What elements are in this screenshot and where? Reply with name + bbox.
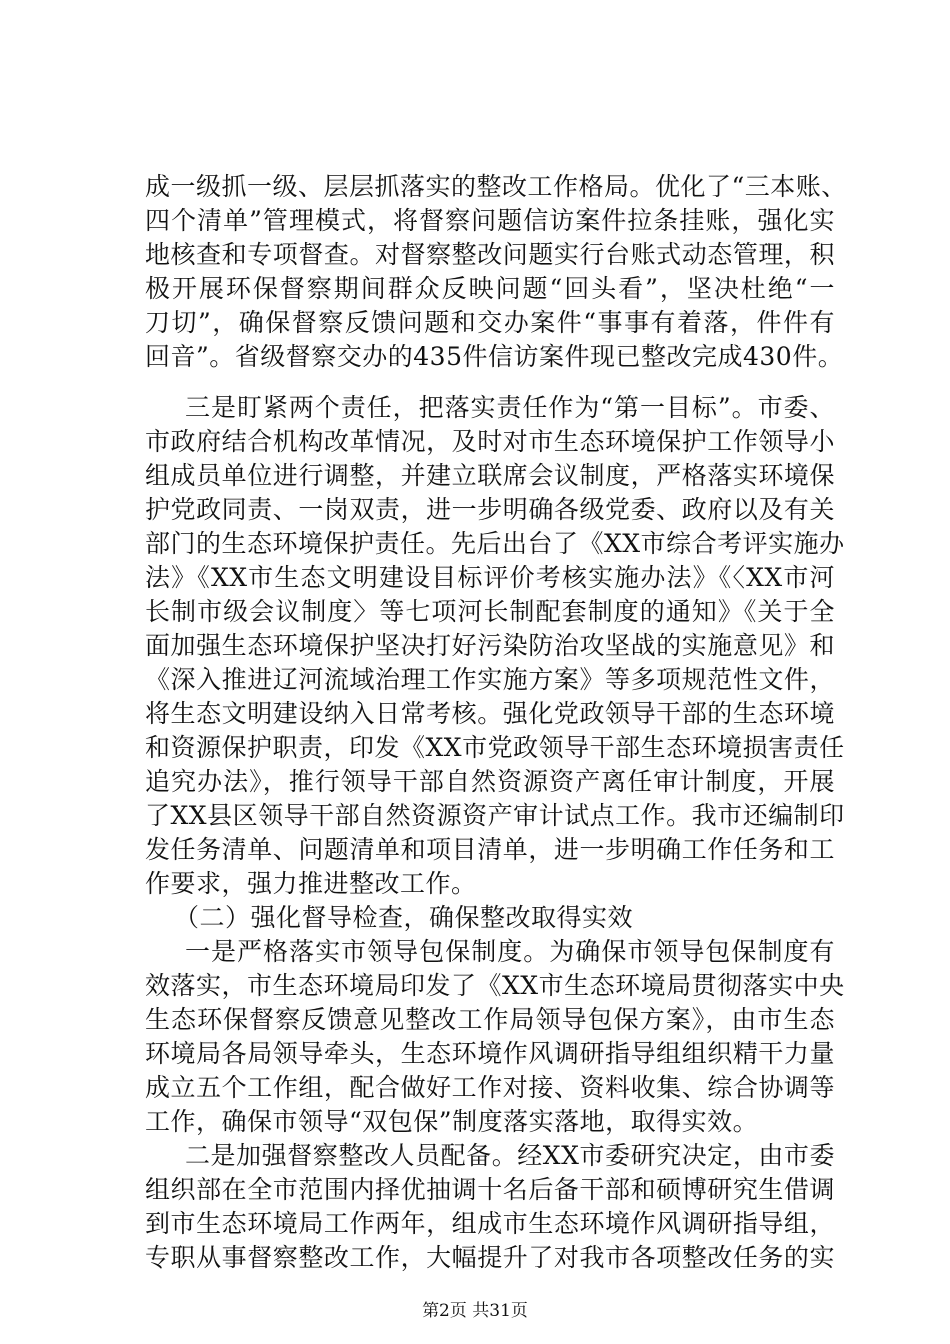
text-line: 部门的生态环境保护责任。先后出台了《XX市综合考评实施办 xyxy=(145,529,845,558)
text-line: 长制市级会议制度〉等七项河长制配套制度的通知》《关于全 xyxy=(145,597,835,626)
text-line: 《深入推进辽河流域治理工作实施方案》等多项规范性文件， xyxy=(145,665,835,694)
text-line: 环境局各局领导牵头，生态环境作风调研指导组组织精干力量 xyxy=(145,1039,835,1068)
section-heading: （二）强化督导检查，确保整改取得实效 xyxy=(174,903,634,932)
text-line: 组成员单位进行调整，并建立联席会议制度，严格落实环境保 xyxy=(145,461,835,490)
text-line: 生态环保督察反馈意见整改工作局领导包保方案》，由市生态 xyxy=(145,1005,835,1034)
text-line: 回音”。省级督察交办的435件信访案件现已整改完成430件。 xyxy=(145,342,844,371)
text-line: 法》《XX市生态文明建设目标评价考核实施办法》《〈XX市河 xyxy=(145,563,835,592)
text-line: 四个清单”管理模式，将督察问题信访案件拉条挂账，强化实 xyxy=(145,206,835,235)
text-line: 成一级抓一级、层层抓落实的整改工作格局。优化了“三本账、 xyxy=(145,172,847,201)
text-line: 极开展环保督察期间群众反映问题“回头看”，坚决杜绝“一 xyxy=(145,274,835,303)
text-line: 效落实，市生态环境局印发了《XX市生态环境局贯彻落实中央 xyxy=(145,971,845,1000)
paragraph-start-line: 二是加强督察整改人员配备。经XX市委研究决定，由市委 xyxy=(185,1141,835,1170)
text-line: 护党政同责、一岗双责，进一步明确各级党委、政府以及有关 xyxy=(145,495,835,524)
text-line: 成立五个工作组，配合做好工作对接、资料收集、综合协调等 xyxy=(145,1073,835,1102)
text-line: 专职从事督察整改工作，大幅提升了对我市各项整改任务的实 xyxy=(145,1243,835,1272)
text-line: 将生态文明建设纳入日常考核。强化党政领导干部的生态环境 xyxy=(145,699,835,728)
text-line: 了XX县区领导干部自然资源资产审计试点工作。我市还编制印 xyxy=(145,801,845,830)
text-line: 发任务清单、问题清单和项目清单，进一步明确工作任务和工 xyxy=(145,835,835,864)
text-line: 面加强生态环境保护坚决打好污染防治攻坚战的实施意见》和 xyxy=(145,631,835,660)
text-line: 工作，确保市领导“双包保”制度落实落地，取得实效。 xyxy=(145,1107,759,1136)
text-line: 和资源保护职责，印发《XX市党政领导干部生态环境损害责任 xyxy=(145,733,845,762)
paragraph-start-line: 一是严格落实市领导包保制度。为确保市领导包保制度有 xyxy=(185,937,835,966)
text-line: 市政府结合机构改革情况，及时对市生态环境保护工作领导小 xyxy=(145,427,835,456)
text-line: 作要求，强力推进整改工作。 xyxy=(145,869,477,898)
text-line: 追究办法》，推行领导干部自然资源资产离任审计制度，开展 xyxy=(145,767,835,796)
paragraph-start-line: 三是盯紧两个责任，把落实责任作为“第一目标”。市委、 xyxy=(185,393,835,422)
text-line: 到市生态环境局工作两年，组成市生态环境作风调研指导组， xyxy=(145,1209,835,1238)
text-line: 组织部在全市范围内择优抽调十名后备干部和硕博研究生借调 xyxy=(145,1175,835,1204)
page-number-footer: 第2页 共31页 xyxy=(422,1301,528,1321)
text-line: 刀切”，确保督察反馈问题和交办案件“事事有着落，件件有 xyxy=(145,308,835,337)
text-line: 地核查和专项督查。对督察整改问题实行台账式动态管理，积 xyxy=(145,240,835,269)
